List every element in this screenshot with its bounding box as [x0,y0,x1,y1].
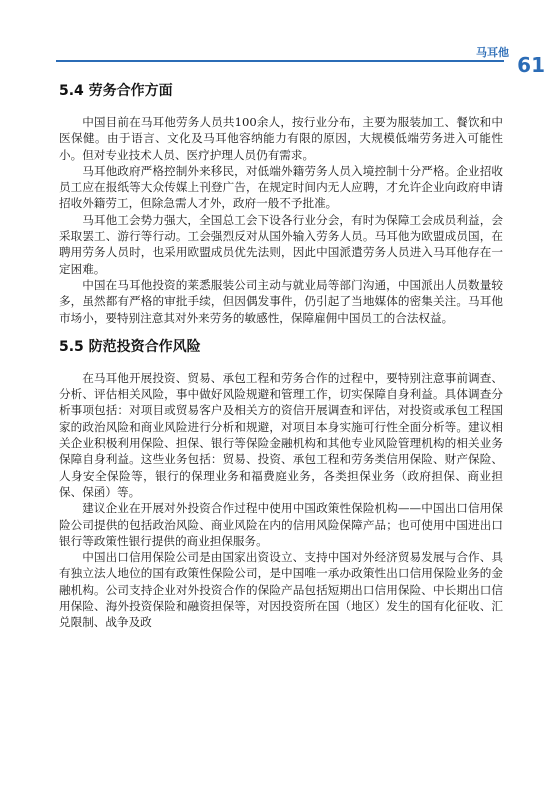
section-heading-risk-prevention: 5.5 防范投资合作风险 [59,338,201,355]
section-heading-labor-cooperation: 5.4 劳务合作方面 [59,83,173,99]
page-body [59,80,503,631]
paragraph: 马耳他工会势力强大，全国总工会下设各行业分会，有时为保障工会成员利益，会采取罢工、游行等行动。工会强烈反对从国外输入劳务人员。马耳他为欧盟成员国，在聘用劳务人员时，也采用欧盟成员优先法则，因此中国派遣劳务人员进入马耳他存在一定困难。 [59,212,503,276]
paragraph: 在马耳他开展投资、贸易、承包工程和劳务合作的过程中，要特别注意事前调查、分析、评估相关风险，事中做好风险规避和管理工作，切实保障自身利益。具体调查分析事项包括：对项目或贸易客户及相关方的资信开展调查和评估，对投资或承包工程国家的政治风险和商业风险进行分析和规避，对项目本身实施可行性全面分析等。建议相关企业积极利用保险、担保、银行等保险金融机构和其他专业风险管理机构的相关业务保障自身利益。这些业务包括：贸易、投资、承包工程和劳务类信用保险、财产保险、人身安全保险等，银行的保理业务和福费庭业务，各类担保业务（政府担保、商业担保、保函）等。 [59,370,503,499]
paragraph: 马耳他政府严格控制外来移民，对低端外籍劳务人员入境控制十分严格。企业招收员工应在报纸等大众传媒上刊登广告，在规定时间内无人应聘，才允许企业向政府申请招收外籍劳工，但除急需人才外，政府一般不予批准。 [59,163,503,211]
paragraph: 建议企业在开展对外投资合作过程中使用中国政策性保险机构——中国出口信用保险公司提供的包括政治风险、商业风险在内的信用风险保障产品；也可使用中国进出口银行等政策性银行提供的商业担保服务。 [59,501,503,548]
paragraph: 中国目前在马耳他劳务人员共100余人，按行业分布，主要为服装加工、餐饮和中医保健。由于语言、文化及马耳他容纳能力有限的原因，大规模低端劳务进入可能性小。但对专业技术人员、医疗护理人员仍有需求。 [59,115,503,162]
paragraph: 中国出口信用保险公司是由国家出资设立、支持中国对外经济贸易发展与合作、具有独立法人地位的国有政策性保险公司，是中国唯一承办政策性出口信用保险业务的金融机构。公司支持企业对外投资合作的保险产品包括短期出口信用保险、中长期出口信用保险、海外投资保险和融资担保等，对因投资所在国（地区）发生的国有化征收、汇兑限制、战争及政 [59,550,503,630]
header-rule [56,60,504,62]
paragraph: 中国在马耳他投资的莱悉服装公司主动与就业局等部门沟通，中国派出人员数量较多，虽然都有严格的审批手续，但因偶发事件，仍引起了当地媒体的密集关注。马耳他市场小，要特别注意其对外来劳务的敏感性，保障雇佣中国员工的合法权益。 [59,277,503,325]
page-number: 61 [517,53,545,77]
running-head-title: 马耳他 [476,46,509,59]
